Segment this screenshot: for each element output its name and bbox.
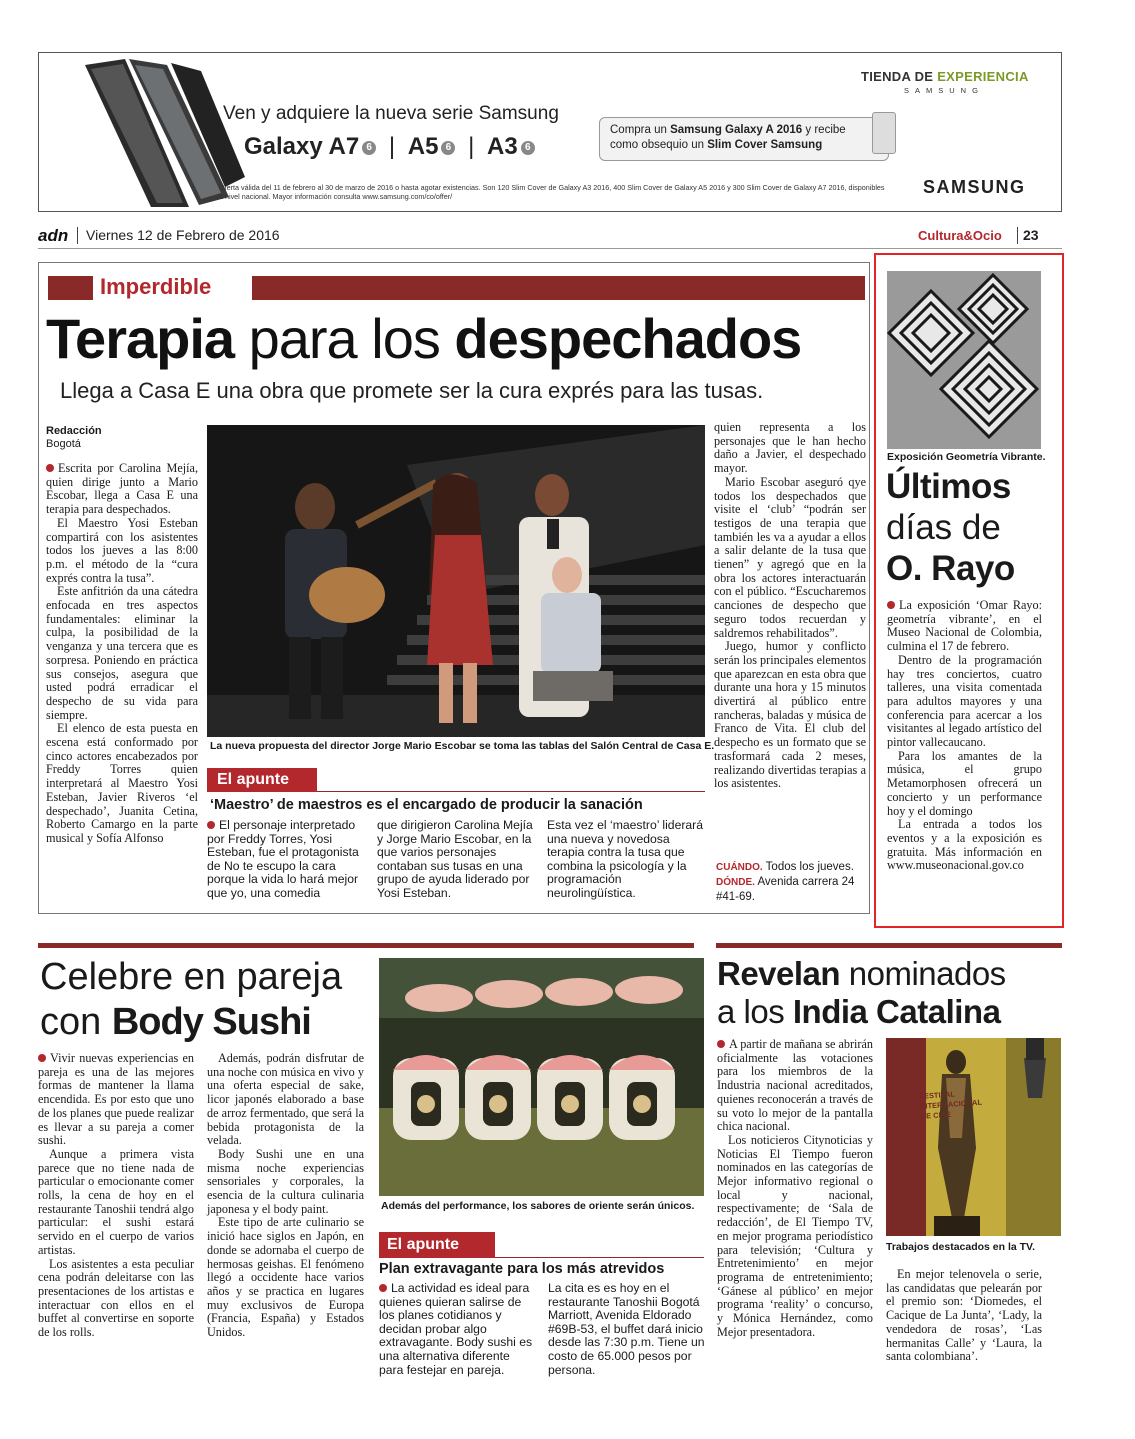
ad-headline: Ven y adquiere la nueva serie Samsung [223,103,559,124]
folio-section: Cultura&Ocio [918,228,1002,243]
where-row: DÓNDE. Avenida carrera 24 #41-69. [716,876,855,903]
paragraph: Para los amantes de la música, el grupo Metamorphosen ofrecerá un concierto y un performance hoy y el domingo [887,748,1042,818]
paragraph: quien representa a los personajes que le han hecho daño a Javier, el despechado mayor. [714,420,866,476]
sushi-photo-caption: Además del performance, los sabores de oriente serán únicos. [381,1200,695,1212]
sushi-apunte-col-2: La cita es es hoy en el restaurante Tanoshii Bogotá Marriott, Avenida Eldorado #69B-53, el buffet dará inicio desde las 7:30 p.m. Tiene un costo de 65.000 pesos por persona. [548,1281,705,1377]
paragraph: A partir de mañana se abrirán oficialmente las votaciones para los miembros de la Industria nacional acreditados, quienes reconocerán a través de su voto lo mejor de la pantalla chica nacional. [717,1037,873,1134]
sushi-column-2 [207,1052,364,1340]
bullet-icon [379,1284,387,1292]
side-photo-caption: Exposición Geometría Vibrante. [887,451,1046,463]
ad-models [244,133,535,161]
subtitle: Llega a Casa E una obra que promete ser la cura exprés para las tusas. [60,378,764,403]
side-title-line-1: Últimos [886,467,1011,506]
separator: | [468,133,475,160]
cover-icon [872,112,896,154]
separator: | [388,133,396,160]
theater-photo [207,425,705,737]
folio-logo: adn [38,226,69,245]
paragraph: Escrita por Carolina Mejía, quien dirige junto a Mario Escobar, llega a Casa E una terapia para despechados. [46,461,198,517]
paragraph: Vivir nuevas experiencias en pareja es una de las mejores formas de mantener la llama encendida. Es por esto que uno de los planes que puede realizar es llevar a su pareja a comer sushi. [38,1051,194,1148]
paragraph: La exposición ‘Omar Rayo: geometría vibrante’, en el Museo Nacional de Colombia, culmina el 17 de febrero. [887,598,1042,654]
sushi-apunte-rule [495,1257,704,1258]
side-body [887,599,1042,873]
paragraph: Este tipo de arte culinario se inició hace siglos en Japón, en donde se adornaba el cuerpo de hermosas geishas. El fenómeno llegó a occidente hace varios años y se practica en lugares muy exclusivos de Europa (Francia, España) y Estados Unidos. [207,1215,364,1340]
bullet-icon [207,821,215,829]
promo-line-2: como obsequio un Slim Cover Samsung [610,139,823,151]
paragraph: En mejor telenovela o serie, las candidatas que pelearán por el premio son: ‘Diomedes, el Cacique de La Junta’, ‘Lady, la vendedora de rosas’, ‘Las hermanitas Calle’ y ‘Laura, la santa colombiana’. [886,1267,1042,1364]
kicker: Imperdible [100,274,212,299]
apunte-rule [317,791,705,792]
bullet-icon [38,1054,46,1062]
kicker-bar-right [252,276,865,300]
when-row: CUÁNDO. Todos los jueves. [716,861,854,873]
side-title-line-2: días de [886,508,1001,547]
sushi-apunte-title: Plan extravagante para los más atrevidos [379,1261,665,1277]
side-title-line-3: O. Rayo [886,549,1015,588]
india-column-1 [717,1038,873,1339]
sushi-photo [379,958,704,1196]
ad-promo-box [599,117,889,161]
paragraph: Mario Escobar aseguró qye todos los despechados que visite el ‘club’ “podrán ser testigos de una terapia que también les va a ayudar a ellos a salir delante de la tusa que tienen” y agregó que en la obra los actores interactuarán con el público. “Escucharemos canciones de despecho que seguro todos recuerdan y saldremos rehabilitados”. [714,474,866,640]
store-subtitle: SAMSUNG [904,86,984,95]
photo-caption: La nueva propuesta del director Jorge Mario Escobar se toma las tablas del Salón Central de Casa E. [210,740,715,752]
event-info [716,860,868,904]
folio-rule [38,248,1062,249]
paragraph: Body Sushi une en una misma noche experiencias sensoriales y corporales, la esencia de la cultura culinaria japonesa y el body paint. [207,1146,364,1216]
paragraph: El elenco de esta puesta en escena está conformado por cinco actores encabezados por Freddy Torres quien interpretará al Maestro Yosi Esteban, Javier Riveros ‘el despechado’, Juanita Cetina, Roberto Camargo en la parte musical y Sofía Alfonso [46,721,198,845]
ad-fine-print: Oferta válida del 11 de febrero al 30 de marzo de 2016 o hasta agotar existencias. Son 120 Slim Cover de Galaxy A3 2016, 400 Slim Cover de Galaxy A5 2016 y 300 Slim Cover de Galaxy A7 2016, disponibles a nivel nacional. Mayor información consulta www.samsung.com/co/offer/ [219,183,885,201]
apunte-col-1: El personaje interpretado por Freddy Torres, Yosi Esteban, fue el protagonista de No te escupo la cara porque la vida lo hará mejor que yo, una comedia [207,818,359,900]
byline: Redacción [46,425,102,437]
sushi-apunte-col-1: La actividad es ideal para quienes quieran salirse de los planes cotidianos y decidan probar algo extravagante. Body sushi es una alternativa diferente para festejar en pareja. [379,1281,533,1377]
paragraph: Dentro de la programación hay tres conciertos, cuatro talleres, una visita comentada para adultos mayores y una conferencia para acercar a los visitantes al legado artístico del pintor vallecaucano. [887,652,1042,750]
india-photo-caption: Trabajos destacados en la TV. [886,1241,1036,1253]
sushi-column-1 [38,1052,194,1340]
india-column-2 [886,1268,1042,1364]
sushi-title-line-2: con Body Sushi [40,1001,311,1043]
store-title: TIENDA DE EXPERIENCIA [861,69,1029,84]
paragraph: La entrada a todos los eventos y a la exposición es gratuita. Más información en www.museonacional.gov.co [887,817,1042,873]
section-rule-india [716,943,1062,948]
sushi-apunte-tag: El apunte [379,1232,495,1258]
headline: Terapia para los despechados [46,307,802,370]
kicker-bar-left [48,276,93,300]
paragraph: El Maestro Yosi Esteban compartirá con los asistentes todos los jueves a las 8:00 p.m. el método de la “cura exprés contra la tusa”. [46,515,198,585]
bullet-icon [717,1040,725,1048]
folio-date: Viernes 12 de Febrero de 2016 [86,227,280,243]
india-title-line-1: Revelan nominados [717,955,1006,992]
sushi-title-line-1: Celebre en pareja [40,956,343,998]
model-a7: Galaxy A7 [244,133,360,160]
folio-divider [77,227,78,244]
bullet-icon [46,464,54,472]
apunte-col-2: que dirigieron Carolina Mejía y Jorge Mario Escobar, en la que varios personajes contaban sus tusas en una grupo de ayuda liderado por Yosi Esteban. [377,818,533,900]
paragraph: Aunque a primera vista parece que no tiene nada de particular o emocionante comer rolls, la cena de hoy en el restaurante Tanoshii tendrá algo particular: el sushi estará servido en el cuerpo de varios artistas. [38,1146,194,1257]
india-title-line-2: a los India Catalina [717,993,1001,1030]
paragraph: Este anfitrión da una cátedra enfocada en tres aspectos fundamentales: eliminar la culpa, la posibilidad de la venganza y una tercera que es sorpresa. Poniendo en práctica sus consejos, asegura que usted podrá erradicar el despecho de su vida para siempre. [46,584,198,722]
main-column-1 [46,462,198,846]
paragraph: Los asistentes a esta peculiar cena podrán deleitarse con las presentaciones de los artistas e interactuar con ellos en el buffet al convertirse en soporte de los rolls. [38,1256,194,1340]
apunte-title: ‘Maestro’ de maestros es el encargado de producir la sanación [210,797,643,813]
model-a5: A5 [407,133,439,160]
samsung-logo: SAMSUNG [923,177,1026,197]
model-badge: 6 [362,141,376,155]
folio-page-number: 23 [1023,227,1039,243]
folio-divider [1017,227,1018,244]
section-rule-sushi [38,943,694,948]
apunte-col-3: Esta vez el ‘maestro’ liderará una nueva y novedosa terapia contra la tusa que combina la psicología y la programación neurolingüística. [547,818,704,900]
india-catalina-photo [886,1038,1061,1236]
model-badge: 6 [441,141,455,155]
paragraph: Además, podrán disfrutar de una noche con música en vivo y una oferta especial de sake, licor japonés elaborado a base de arroz fermentado, que será la bebida protagonista de la velada. [207,1051,364,1148]
paragraph: Juego, humor y conflicto serán los principales elementos que aparezcan en esta obra que durante una hora y 15 minutos divertirá al público entre rancheras, baladas y música de Franco de Vita. El club del despecho es un formato que se trasformará cada 2 meses, realizando divertidas terapias a los asistentes. [714,639,866,791]
location: Bogotá [46,438,81,450]
model-badge: 6 [521,141,535,155]
bullet-icon [887,601,895,609]
geometry-artwork-photo [887,271,1041,449]
main-column-4 [714,421,866,791]
paragraph: Los noticieros Citynoticias y Noticias El Tiempo fueron nominados en las categorías de Mejor informativo regional o local y nacional, respectivamente; de ‘Sala de redacción’, de El Tiempo TV, en mejor programa periodístico para televisión; ‘Cultura y Entretenimiento’ en mejor programa de entretenimiento; ‘Gánese al público’ en mejor programa ‘reality’ o concurso, y Mónica Hernández, como Mejor presentadora. [717,1132,873,1339]
promo-line-1: Compra un Samsung Galaxy A 2016 y recibe [610,124,846,136]
apunte-tag: El apunte [207,768,317,792]
model-a3: A3 [487,133,518,160]
photo-sign-text: FESTIVAL INTERNACIONAL DE CINE [919,1089,983,1121]
ad-banner [38,52,1062,212]
